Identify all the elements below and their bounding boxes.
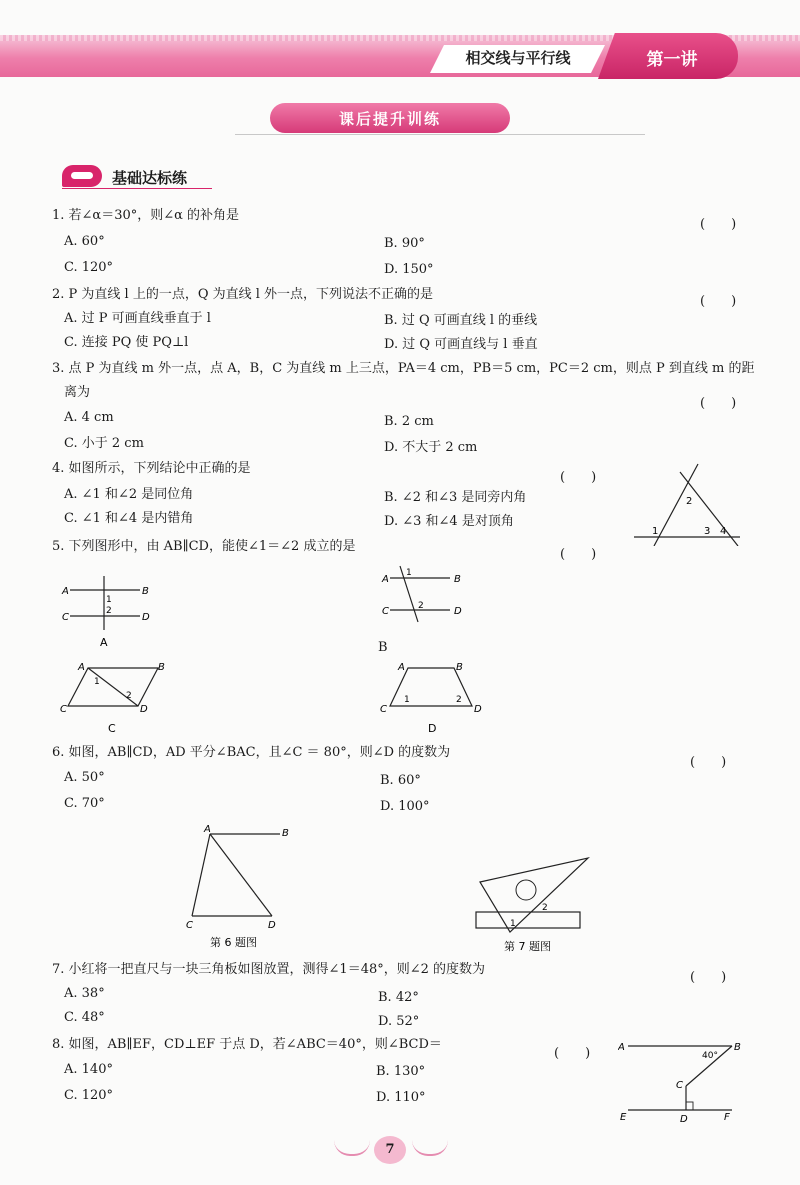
question-7-stem: 7. 小红将一把直尺与一块三角板如图放置，测得∠1＝48°，则∠2 的度数为 — [52, 962, 486, 977]
svg-text:1: 1 — [404, 695, 410, 705]
q5-figure-d — [380, 660, 490, 740]
left-swirl-ornament — [334, 1140, 370, 1156]
option-3a[interactable]: A. 4 cm — [64, 410, 114, 425]
q4-angle-2: 2 — [686, 496, 693, 507]
svg-text:B: B — [282, 828, 289, 839]
q5-figure-c — [60, 660, 170, 740]
question-3-stem-cont: 离为 — [64, 385, 91, 400]
option-6a[interactable]: A. 50° — [64, 770, 105, 785]
subsection-title: 基础达标练 — [112, 169, 188, 187]
svg-text:1: 1 — [510, 919, 516, 929]
question-8-stem: 8. 如图，AB∥EF，CD⊥EF 于点 D，若∠ABC＝40°，则∠BCD＝ — [52, 1037, 442, 1052]
svg-text:C: C — [60, 704, 67, 715]
svg-text:A: A — [618, 1042, 625, 1053]
q4-angle-4: 4 — [720, 526, 727, 537]
svg-text:D: D — [140, 704, 148, 715]
option-6b[interactable]: B. 60° — [380, 773, 421, 788]
question-1-stem: 1. 若∠α＝30°，则∠α 的补角是 — [52, 208, 240, 223]
svg-text:F: F — [724, 1112, 730, 1123]
svg-text:2: 2 — [542, 903, 548, 913]
option-6d[interactable]: D. 100° — [380, 799, 430, 814]
question-8-figure — [618, 1036, 748, 1126]
option-2b[interactable]: B. 过 Q 可画直线 l 的垂线 — [384, 313, 538, 328]
svg-text:1: 1 — [106, 595, 112, 605]
svg-text:C: C — [676, 1080, 683, 1091]
option-4c[interactable]: C. ∠1 和∠4 是内错角 — [64, 511, 194, 526]
option-4a[interactable]: A. ∠1 和∠2 是同位角 — [64, 487, 194, 502]
answer-blank-7[interactable]: ( ) — [690, 970, 727, 985]
subsection-underline — [62, 188, 212, 189]
option-3d[interactable]: D. 不大于 2 cm — [384, 440, 478, 455]
question-5-stem: 5. 下列图形中，由 AB∥CD，能使∠1＝∠2 成立的是 — [52, 539, 356, 554]
answer-blank-5[interactable]: ( ) — [560, 547, 597, 562]
question-7-figure — [470, 852, 600, 956]
shoe-icon — [62, 165, 102, 187]
q5-option-a-label: A — [100, 636, 108, 649]
q5-option-b-label[interactable]: B — [378, 640, 388, 655]
option-7b[interactable]: B. 42° — [378, 990, 419, 1005]
svg-text:2: 2 — [126, 691, 132, 701]
svg-text:2: 2 — [456, 695, 462, 705]
lecture-label: 第一讲 — [646, 50, 698, 70]
answer-blank-3[interactable]: ( ) — [700, 396, 737, 411]
svg-text:B: B — [734, 1042, 741, 1053]
svg-text:A: A — [78, 662, 85, 673]
option-7c[interactable]: C. 48° — [64, 1010, 105, 1025]
option-1c[interactable]: C. 120° — [64, 260, 114, 275]
svg-text:C: C — [382, 606, 389, 617]
svg-text:B: B — [456, 662, 463, 673]
svg-text:B: B — [142, 586, 149, 597]
svg-text:C: C — [186, 920, 193, 931]
chapter-title: 相交线与平行线 — [465, 49, 571, 67]
svg-text:E: E — [620, 1112, 627, 1123]
svg-text:2: 2 — [106, 606, 112, 616]
q5-option-c-label: C — [108, 722, 116, 735]
option-7d[interactable]: D. 52° — [378, 1014, 420, 1029]
answer-blank-8[interactable]: ( ) — [554, 1046, 591, 1061]
option-3b[interactable]: B. 2 cm — [384, 414, 434, 429]
q4-angle-3: 3 — [704, 526, 711, 537]
svg-text:D: D — [474, 704, 482, 715]
option-1b[interactable]: B. 90° — [384, 236, 425, 251]
page-number: 7 — [385, 1142, 395, 1157]
answer-blank-4[interactable]: ( ) — [560, 470, 597, 485]
option-6c[interactable]: C. 70° — [64, 796, 105, 811]
svg-text:C: C — [380, 704, 387, 715]
svg-text:D: D — [142, 612, 150, 623]
svg-text:B: B — [158, 662, 165, 673]
option-2d[interactable]: D. 过 Q 可画直线与 l 垂直 — [384, 337, 538, 352]
svg-text:D: D — [454, 606, 462, 617]
svg-text:A: A — [204, 824, 211, 835]
option-2c[interactable]: C. 连接 PQ 使 PQ⊥l — [64, 335, 189, 350]
svg-text:D: D — [680, 1114, 688, 1125]
svg-text:A: A — [398, 662, 405, 673]
q4-angle-1: 1 — [652, 526, 659, 537]
question-4-stem: 4. 如图所示，下列结论中正确的是 — [52, 461, 251, 476]
option-1d[interactable]: D. 150° — [384, 262, 434, 277]
svg-text:A: A — [382, 574, 389, 585]
right-swirl-ornament — [412, 1140, 448, 1156]
svg-text:B: B — [454, 574, 461, 585]
fig6-caption: 第 6 题图 — [210, 936, 257, 949]
question-3-stem: 3. 点 P 为直线 m 外一点，点 A，B，C 为直线 m 上三点，PA＝4 cm，PB＝5 cm，PC＝2 cm，则点 P 到直线 m 的距 — [52, 361, 755, 376]
svg-text:D: D — [268, 920, 276, 931]
option-2a[interactable]: A. 过 P 可画直线垂直于 l — [64, 311, 211, 326]
option-3c[interactable]: C. 小于 2 cm — [64, 436, 144, 451]
option-8c[interactable]: C. 120° — [64, 1088, 114, 1103]
question-4-figure — [630, 462, 742, 546]
svg-text:C: C — [62, 612, 69, 623]
option-8d[interactable]: D. 110° — [376, 1090, 426, 1105]
svg-text:A: A — [62, 586, 69, 597]
q5-figure-a — [60, 572, 160, 652]
answer-blank-2[interactable]: ( ) — [700, 294, 737, 309]
option-7a[interactable]: A. 38° — [64, 986, 105, 1001]
section-divider — [235, 134, 645, 135]
question-6-stem: 6. 如图，AB∥CD，AD 平分∠BAC，且∠C ＝ 80°，则∠D 的度数为 — [52, 745, 451, 760]
option-4b[interactable]: B. ∠2 和∠3 是同旁内角 — [384, 490, 527, 505]
triangle-ruler — [480, 858, 588, 932]
fig7-caption: 第 7 题图 — [504, 940, 551, 953]
svg-text:2: 2 — [418, 601, 424, 611]
option-4d[interactable]: D. ∠3 和∠4 是对顶角 — [384, 514, 514, 529]
option-8b[interactable]: B. 130° — [376, 1064, 426, 1079]
svg-text:40°: 40° — [702, 1051, 718, 1061]
q5-figure-b — [378, 562, 478, 632]
svg-text:1: 1 — [406, 568, 412, 578]
option-8a[interactable]: A. 140° — [64, 1062, 113, 1077]
question-6-figure — [180, 822, 300, 952]
answer-blank-6[interactable]: ( ) — [690, 755, 727, 770]
section-title: 课后提升训练 — [338, 110, 441, 128]
answer-blank-1[interactable]: ( ) — [700, 217, 737, 232]
question-2-stem: 2. P 为直线 l 上的一点，Q 为直线 l 外一点，下列说法不正确的是 — [52, 287, 434, 302]
q5-option-d-label: D — [428, 722, 437, 735]
option-1a[interactable]: A. 60° — [64, 234, 105, 249]
svg-text:1: 1 — [94, 677, 100, 687]
